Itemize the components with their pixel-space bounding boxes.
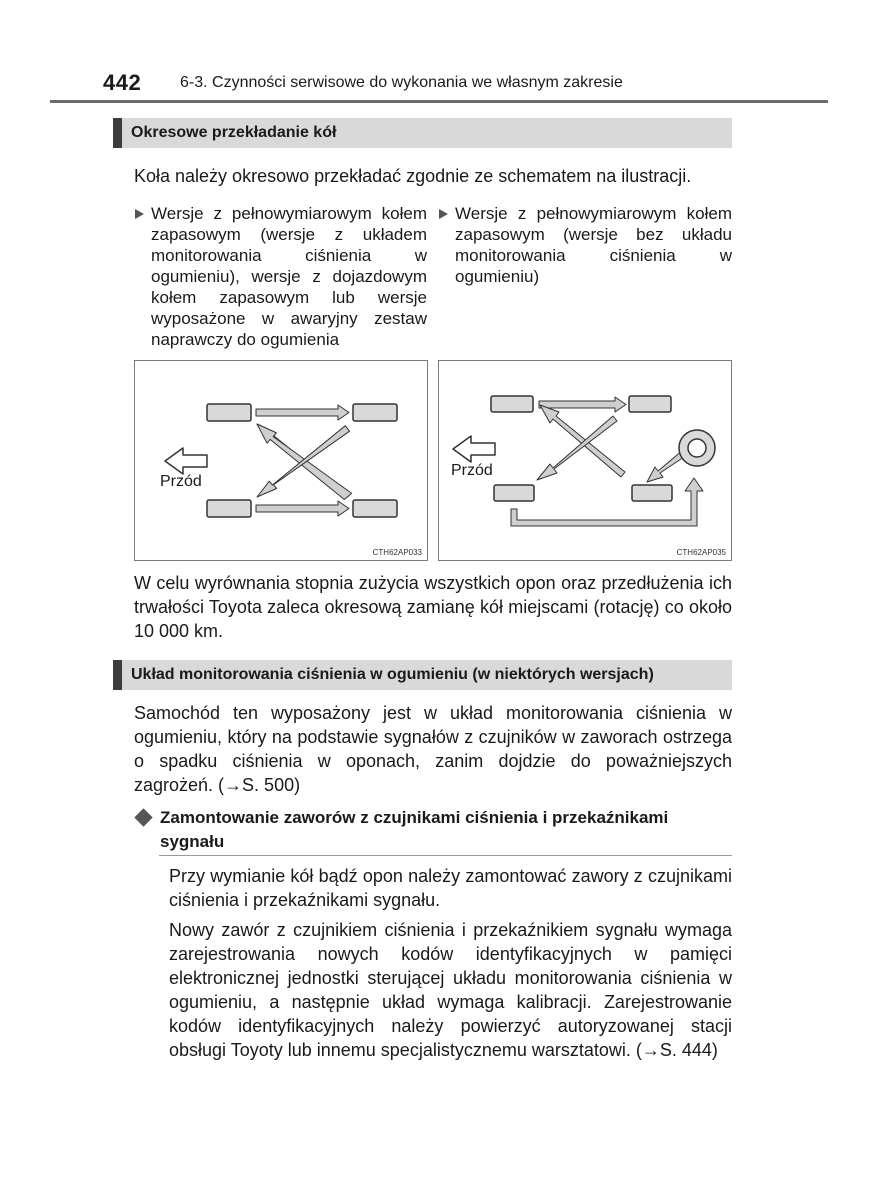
right-column-text: Wersje z pełnowymiarowym kołem zapasowym (wersje bez układu monitorowania ciśnienia w ogumieniu) (455, 204, 732, 286)
bullet-arrow-icon (439, 209, 448, 219)
bullet-arrow-icon (135, 209, 144, 219)
section-title-tpms: Układ monitorowania ciśnienia w ogumieniu (w niektórych wersjach) (113, 660, 732, 690)
left-column-text: Wersje z pełnowymiarowym kołem zapasowym (wersje z układem monitorowania ciśnienia w ogumieniu), wersje z dojazdowym kołem zapasowym lub wersje wyposażone w awaryjny zestaw naprawczy do ogumienia (151, 204, 427, 349)
front-label-right: Przód (451, 462, 493, 479)
tpms-intro-text: Samochód ten wyposażony jest w układ monitorowania ciśnienia w ogumieniu, który na podstawie sygnałów z czujników w zaworach ostrzega o spadku ciśnienia w oponach, zanim dojdzie do poważniejszych zagrożeń. (→S. 500) (134, 703, 732, 795)
chapter-title: 6-3. Czynności serwisowe do wykonania we własnym zakresie (180, 74, 623, 91)
figure-code-right: CTH62AP035 (676, 548, 726, 557)
tire-rotation-intro: Koła należy okresowo przekładać zgodnie ze schematem na ilustracji. (134, 166, 692, 186)
figure-code-left: CTH62AP033 (372, 548, 422, 557)
rotation-diagram-left (134, 360, 428, 561)
section-title-tire-rotation: Okresowe przekładanie kół (113, 118, 732, 148)
diamond-bullet-icon (134, 808, 152, 826)
rotation-diagram-left-graphic (135, 361, 429, 562)
header-divider (50, 100, 828, 103)
subsection-divider (159, 855, 732, 856)
rotation-recommendation-text: W celu wyrównania stopnia zużycia wszystkich opon oraz przedłużenia ich trwałości Toyota zaleca okresową zamianę kół miejscami (rotację) co około 10 000 km. (134, 573, 732, 641)
rotation-diagram-right (438, 360, 732, 561)
front-label-left: Przód (160, 473, 202, 490)
subsection-paragraph-1: Przy wymianie kół bądź opon należy zamontować zawory z czujnikami ciśnienia i przekaźnikami sygnału. (169, 866, 732, 910)
subsection-title: Zamontowanie zaworów z czujnikami ciśnienia i przekaźnikami sygnału (160, 808, 669, 851)
subsection-paragraph-2: Nowy zawór z czujnikiem ciśnienia i przekaźnikiem sygnału wymaga zarejestrowania nowych kodów identyfikacyjnych w pamięci elektronicznej jednostki sterującej układu monitorowania ciśnienia w ogumieniu, a następnie układ wymaga kalibracji. Zarejestrowanie kodów identyfikacyjnych należy powierzyć autoryzowanej stacji obsługi Toyoty lub innemu specjalistycznemu warsztatowi. (→S. 444) (169, 920, 732, 1060)
page-number: 442 (103, 70, 142, 95)
